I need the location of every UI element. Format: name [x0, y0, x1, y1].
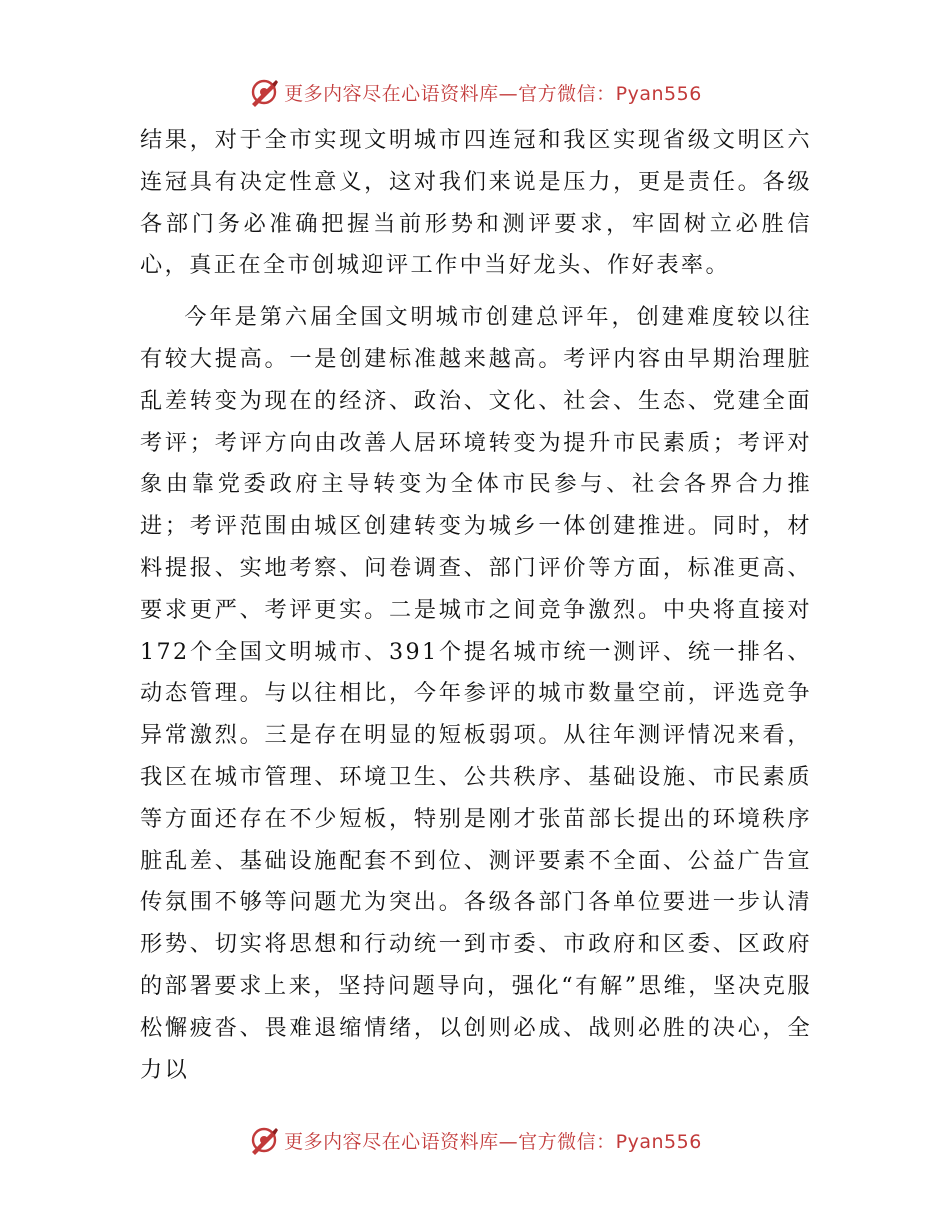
paragraph-1: 结果，对于全市实现文明城市四连冠和我区实现省级文明区六连冠具有决定性意义，这对我们来说是压力，更是责任。各级各部门务必准确把握当前形势和测评要求，牢固树立必胜信心，真正在全市创城迎评工作中当好龙头、作好表率。: [140, 127, 812, 279]
header-watermark-banner: [0, 72, 950, 112]
watermark-text: 更多内容尽在心语资料库—官方微信：Pyan556: [284, 1130, 702, 1153]
watermark-text: 更多内容尽在心语资料库—官方微信：Pyan556: [284, 82, 702, 105]
document-body: [140, 120, 812, 1091]
pen-logo-icon: [248, 1124, 280, 1156]
pen-logo-icon: [248, 76, 280, 108]
paragraph-2: 今年是第六届全国文明城市创建总评年，创建难度较以往有较大提高。一是创建标准越来越高。考评内容由早期治理脏乱差转变为现在的经济、政治、文化、社会、生态、党建全面考评；考评方向由改善人居环境转变为提升市民素质；考评对象由靠党委政府主导转变为全体市民参与、社会各界合力推进；考评范围由城区创建转变为城乡一体创建推进。同时，材料提报、实地考察、问卷调查、部门评价等方面，标准更高、要求更严、考评更实。二是城市之间竞争激烈。中央将直接对172个全国文明城市、391个提名城市统一测评、统一排名、动态管理。与以往相比，今年参评的城市数量空前，评选竞争异常激烈。三是存在明显的短板弱项。从往年测评情况来看，我区在城市管理、环境卫生、公共秩序、基础设施、市民素质等方面还存在不少短板，特别是刚才张苗部长提出的环境秩序脏乱差、基础设施配套不到位、测评要素不全面、公益广告宣传氛围不够等问题尤为突出。各级各部门各单位要进一步认清形势、切实将思想和行动统一到市委、市政府和区委、区政府的部署要求上来，坚持问题导向，强化“有解”思维，坚决克服松懈疲沓、畏难退缩情绪，以创则必成、战则必胜的决心，全力以: [140, 304, 812, 1083]
footer-watermark-banner: [0, 1120, 950, 1160]
